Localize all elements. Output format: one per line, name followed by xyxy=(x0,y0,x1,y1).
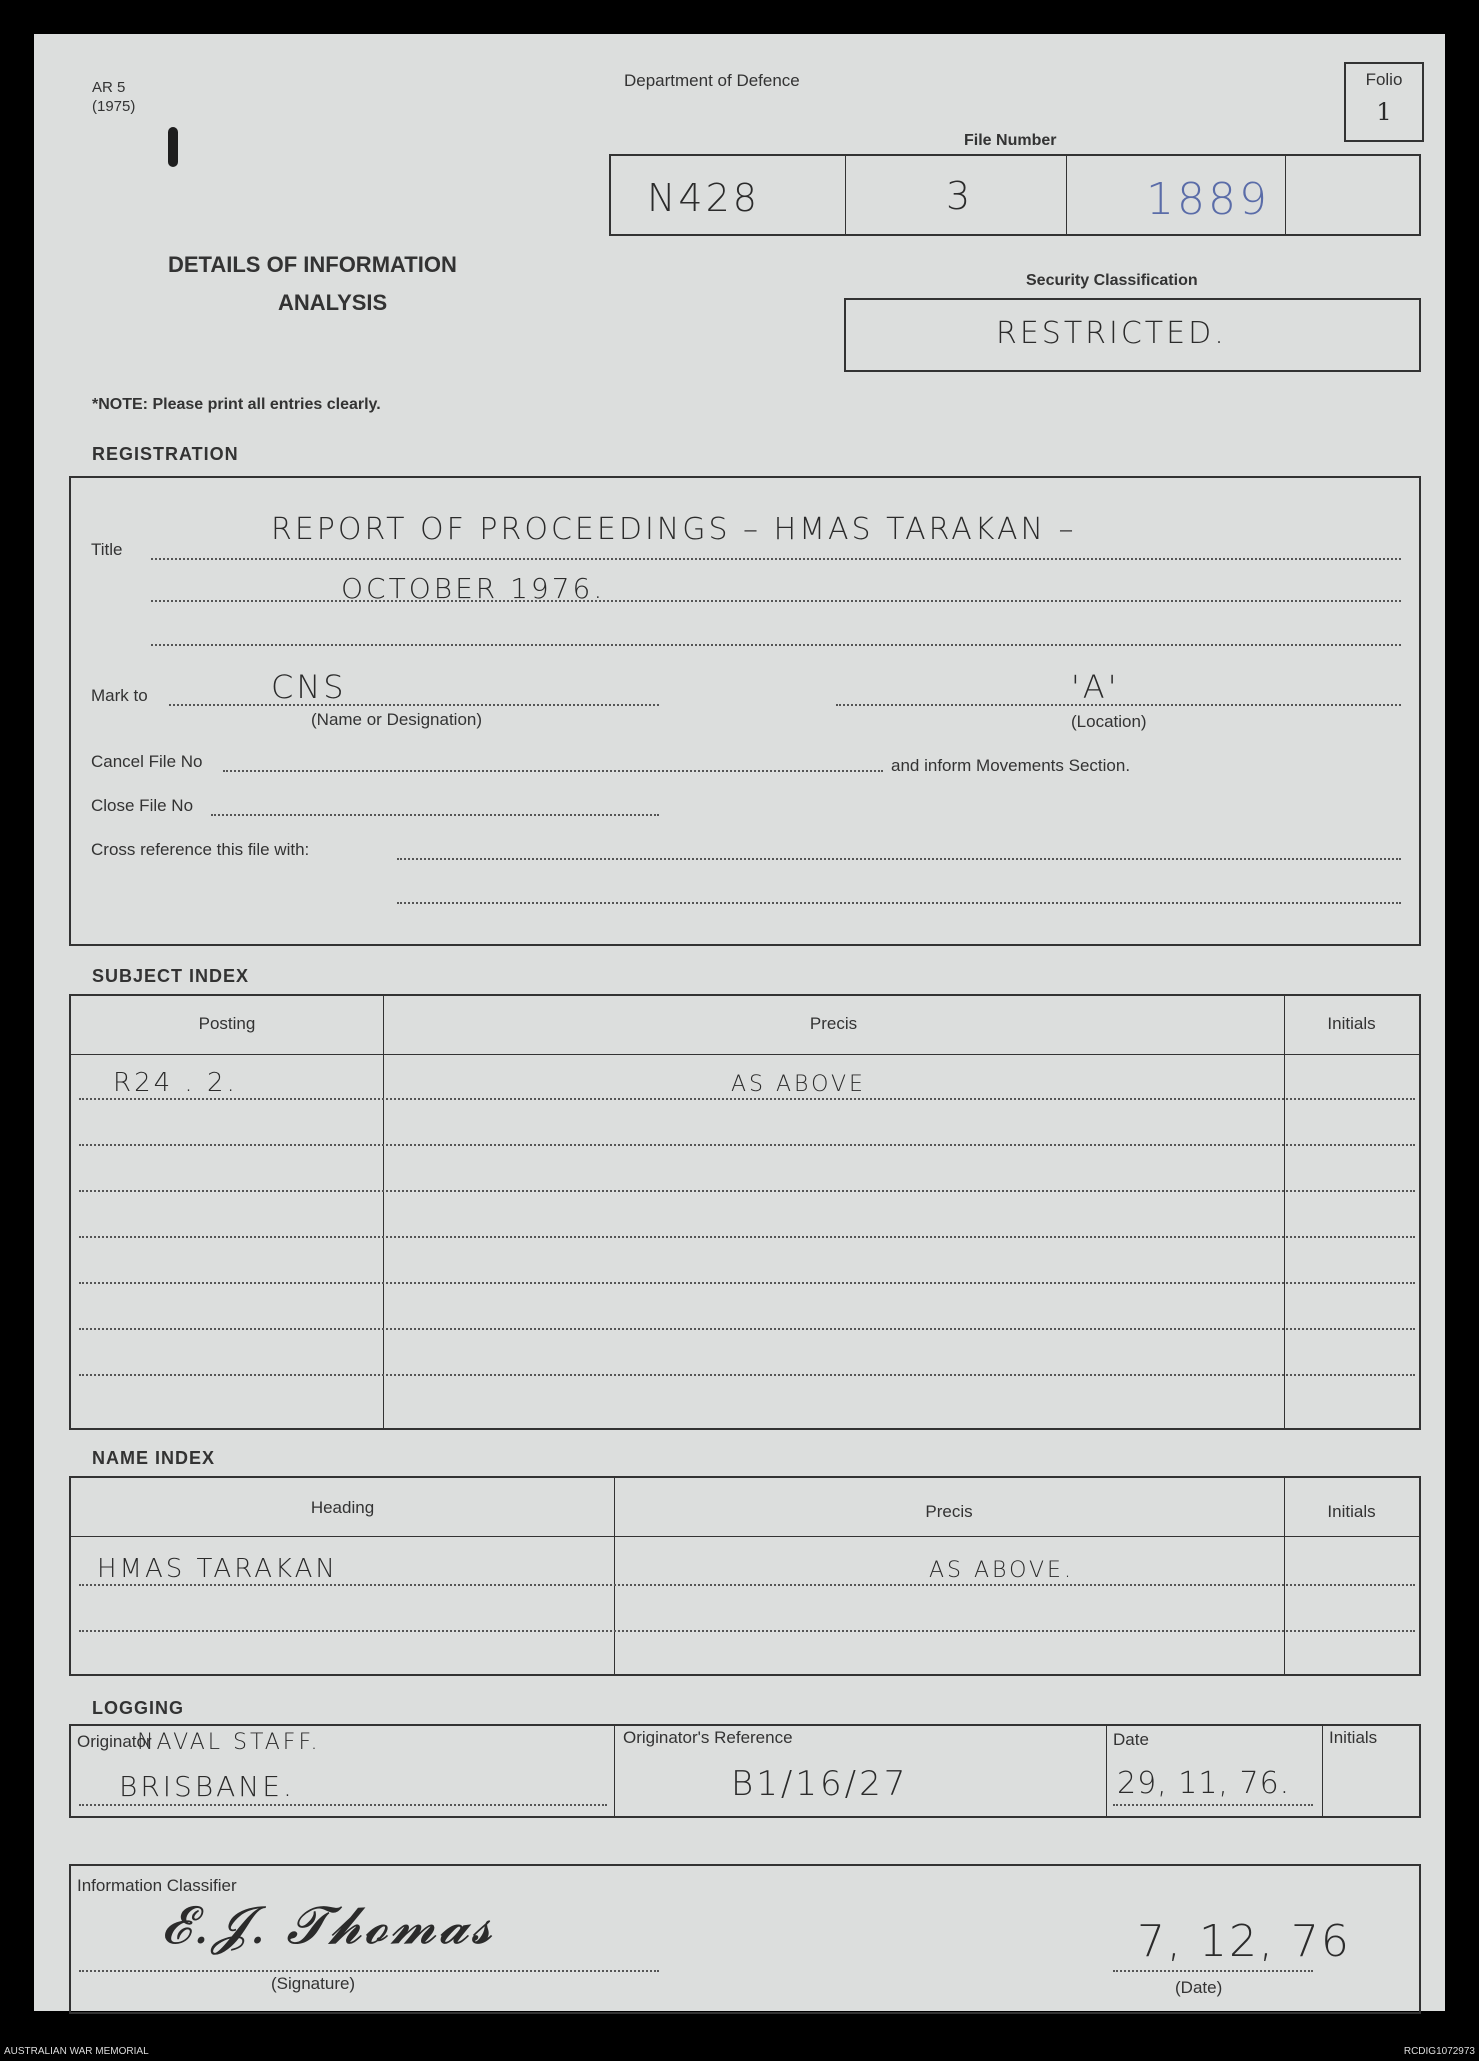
folio-number: 1 xyxy=(1376,98,1392,126)
name-row1-precis: AS ABOVE. xyxy=(929,1558,1074,1583)
security-classification-value: RESTRICTED. xyxy=(996,316,1227,351)
folio-label: Folio xyxy=(1365,70,1403,89)
name-index-table xyxy=(69,1476,1421,1676)
classifier-signature: 𝓔.𝓙. 𝓣𝓱𝓸𝓶𝓪𝓼 xyxy=(161,1896,495,1956)
form-title-line1: DETAILS OF INFORMATION xyxy=(168,252,457,277)
originator-line2: BRISBANE. xyxy=(119,1770,295,1803)
close-file-line[interactable] xyxy=(211,814,659,816)
date-value: 29, 11, 76. xyxy=(1117,1766,1291,1801)
security-classification-label: Security Classification xyxy=(1026,272,1198,289)
logging-table xyxy=(69,1724,1421,1818)
footer-left: AUSTRALIAN WAR MEMORIAL xyxy=(4,2046,149,2057)
footer-right: RCDIG1072973 xyxy=(1403,2046,1475,2057)
title-line-3[interactable] xyxy=(151,644,1401,646)
information-classifier-label: Information Classifier xyxy=(77,1876,237,1895)
name-row-line[interactable] xyxy=(79,1584,1415,1586)
name-precis-column-header: Precis xyxy=(925,1502,973,1521)
originator-line1: NAVAL STAFF. xyxy=(137,1730,321,1755)
signature-caption: (Signature) xyxy=(271,1974,356,1993)
registration-section xyxy=(69,476,1421,946)
logging-header: LOGGING xyxy=(92,1698,184,1718)
subject-row-line[interactable] xyxy=(79,1098,1415,1100)
date-line[interactable] xyxy=(1113,1804,1313,1806)
file-number-box xyxy=(609,154,1421,236)
classifier-date-value: 7, 12, 76 xyxy=(1137,1916,1351,1967)
date-caption: (Date) xyxy=(1175,1978,1223,1997)
classifier-section xyxy=(69,1864,1421,2014)
subject-row1-precis: AS ABOVE xyxy=(731,1072,866,1097)
registration-header: REGISTRATION xyxy=(92,444,239,464)
file-number-part-1: N428 xyxy=(647,176,760,220)
date-label: Date xyxy=(1113,1730,1149,1749)
name-designation-caption: (Name or Designation) xyxy=(311,710,483,729)
form-title-line2: ANALYSIS xyxy=(278,290,388,315)
subject-row-line[interactable] xyxy=(79,1374,1415,1376)
initials-column-header: Initials xyxy=(1327,1014,1376,1033)
subject-index-header: SUBJECT INDEX xyxy=(92,966,250,986)
subject-row-line[interactable] xyxy=(79,1144,1415,1146)
originator-label: Originator xyxy=(77,1732,152,1751)
logging-initials-label: Initials xyxy=(1329,1728,1378,1747)
title-label: Title xyxy=(91,540,123,559)
cancel-file-line[interactable] xyxy=(223,770,883,772)
cross-reference-label: Cross reference this file with: xyxy=(91,840,310,859)
cancel-file-label: Cancel File No xyxy=(91,752,203,771)
subject-row1-posting: R24 . 2. xyxy=(113,1068,238,1098)
originator-line[interactable] xyxy=(79,1804,607,1806)
location-caption: (Location) xyxy=(1071,712,1147,731)
punch-hole-mark xyxy=(168,127,178,167)
subject-row-line[interactable] xyxy=(79,1328,1415,1330)
location-value: 'A' xyxy=(1071,668,1120,706)
heading-column-header: Heading xyxy=(310,1498,375,1517)
cross-reference-line-2[interactable] xyxy=(397,902,1401,904)
mark-to-value: CNS xyxy=(271,668,347,706)
title-value-line1: REPORT OF PROCEEDINGS – HMAS TARAKAN – xyxy=(271,512,1077,547)
classifier-date-line[interactable] xyxy=(1113,1970,1313,1972)
mark-to-label: Mark to xyxy=(91,686,148,705)
print-clearly-note: *NOTE: Please print all entries clearly. xyxy=(92,396,381,413)
form-code: AR 5 xyxy=(92,79,126,96)
signature-line[interactable] xyxy=(79,1970,659,1972)
folio-box xyxy=(1344,62,1424,142)
posting-column-header: Posting xyxy=(198,1014,256,1033)
name-initials-column-header: Initials xyxy=(1327,1502,1376,1521)
originator-reference-value: B1/16/27 xyxy=(731,1764,909,1804)
file-number-part-2: 3 xyxy=(946,174,974,218)
title-line-1[interactable] xyxy=(151,558,1401,560)
name-row-line[interactable] xyxy=(79,1630,1415,1632)
subject-row-line[interactable] xyxy=(79,1190,1415,1192)
mark-to-name-line[interactable] xyxy=(169,704,659,706)
inform-movements-text: and inform Movements Section. xyxy=(891,756,1131,775)
name-row1-heading: HMAS TARAKAN xyxy=(97,1554,338,1584)
close-file-label: Close File No xyxy=(91,796,194,815)
form-year: (1975) xyxy=(92,98,136,115)
file-number-part-3: 1889 xyxy=(1146,174,1270,225)
subject-row-line[interactable] xyxy=(79,1236,1415,1238)
department-label: Department of Defence xyxy=(624,71,800,90)
subject-index-table xyxy=(69,994,1421,1430)
cross-reference-line-1[interactable] xyxy=(397,858,1401,860)
file-number-label: File Number xyxy=(964,132,1057,149)
precis-column-header: Precis xyxy=(809,1014,858,1033)
security-classification-box xyxy=(844,298,1421,372)
subject-row-line[interactable] xyxy=(79,1282,1415,1284)
name-index-header: NAME INDEX xyxy=(92,1448,216,1468)
title-value-line2: OCTOBER 1976. xyxy=(341,572,606,605)
title-line-2[interactable] xyxy=(151,600,1401,602)
form-sheet xyxy=(34,34,1445,2011)
originator-reference-label: Originator's Reference xyxy=(623,1728,793,1747)
